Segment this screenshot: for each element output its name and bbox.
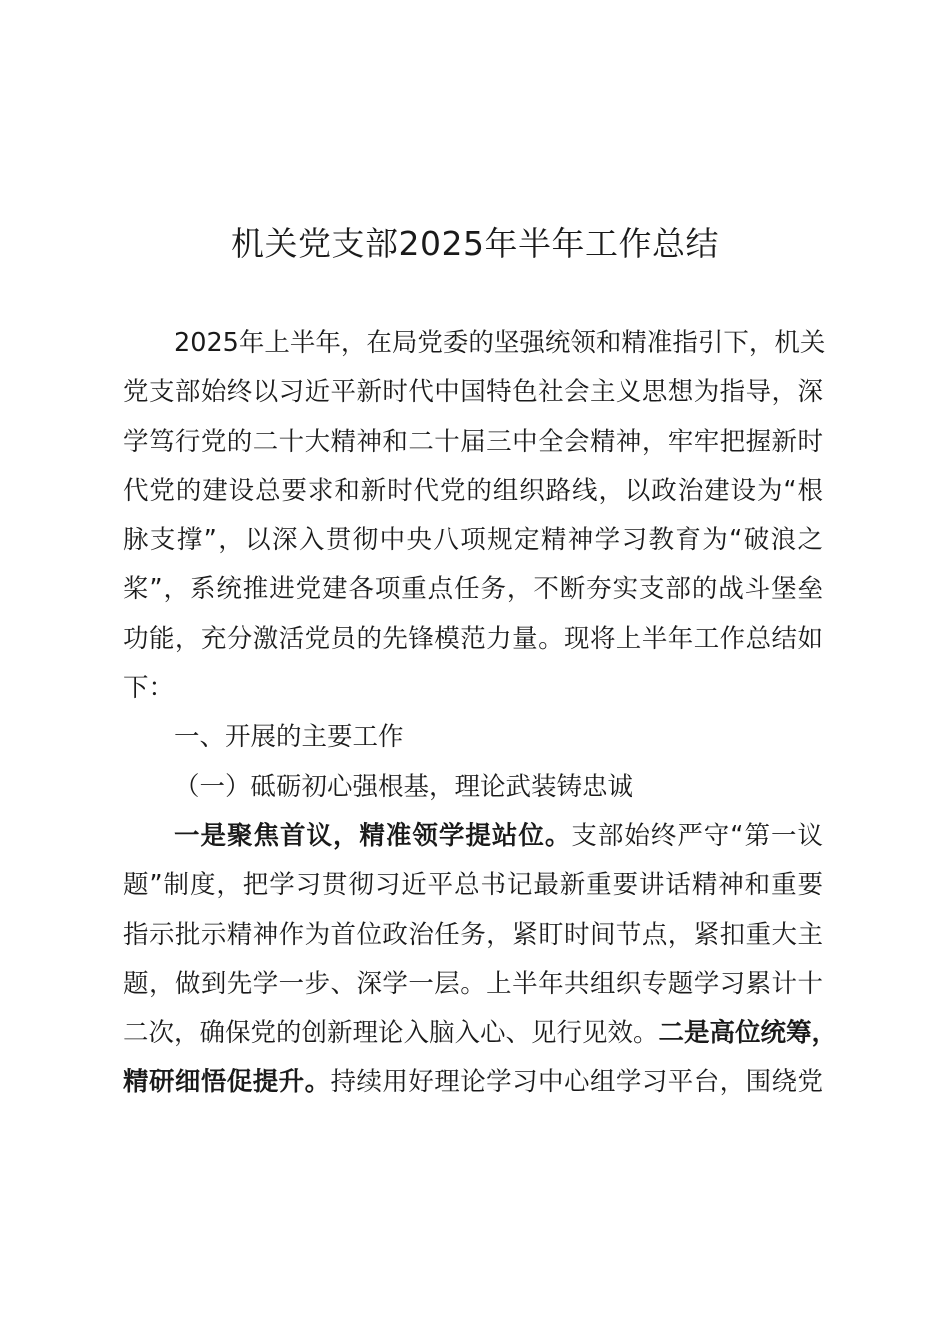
intro-line: 代党的建设总要求和新时代党的组织路线，以政治建设为“根: [123, 475, 823, 506]
paragraph-line: [123, 812, 823, 861]
bold-lead-text: 一是聚焦首议，精准领学提站位。: [174, 820, 572, 851]
intro-line: 下：: [123, 673, 175, 704]
body-paragraph: [123, 812, 838, 1108]
bold-lead-text: 二是高位统筹，: [658, 1018, 838, 1049]
paragraph-line: 指示批示精神作为首位政治任务，紧盯时间节点，紧扣重大主: [123, 919, 823, 950]
intro-line: 脉支撑”，以深入贯彻中央八项规定精神学习教育为“破浪之: [123, 525, 823, 556]
bold-lead-text: 精研细悟促提升。: [123, 1067, 331, 1098]
document-body: [123, 319, 838, 1108]
intro-line: 2025年上半年，在局党委的坚强统领和精准指引下，机关: [174, 328, 826, 358]
intro-paragraph: [123, 319, 826, 713]
paragraph-line: [123, 1009, 838, 1058]
paragraph-text: 二次，确保党的创新理论入脑入心、见行见效。: [123, 1018, 659, 1049]
paragraph-line: 题，做到先学一步、深学一层。上半年共组织专题学习累计十: [123, 968, 823, 999]
document-title: 机关党支部2025年半年工作总结: [231, 224, 719, 263]
paragraph-line: [123, 1058, 823, 1107]
paragraph-line: 题”制度，把学习贯彻习近平总书记最新重要讲话精神和重要: [123, 870, 823, 901]
subsection-heading: （一）砥砺初心强根基，理论武装铸忠诚: [174, 771, 634, 802]
section-heading: 一、开展的主要工作: [174, 722, 404, 753]
intro-line: 党支部始终以习近平新时代中国特色社会主义思想为指导，深: [123, 377, 823, 408]
intro-line: 学笃行党的二十大精神和二十届三中全会精神，牢牢把握新时: [123, 426, 823, 457]
paragraph-text: 持续用好理论学习中心组学习平台，围绕党: [330, 1067, 823, 1098]
intro-line: 功能，充分激活党员的先锋模范力量。现将上半年工作总结如: [123, 623, 823, 654]
paragraph-text: 支部始终严守“第一议: [571, 820, 823, 851]
intro-line: 桨”，系统推进党建各项重点任务，不断夯实支部的战斗堡垒: [123, 574, 823, 605]
